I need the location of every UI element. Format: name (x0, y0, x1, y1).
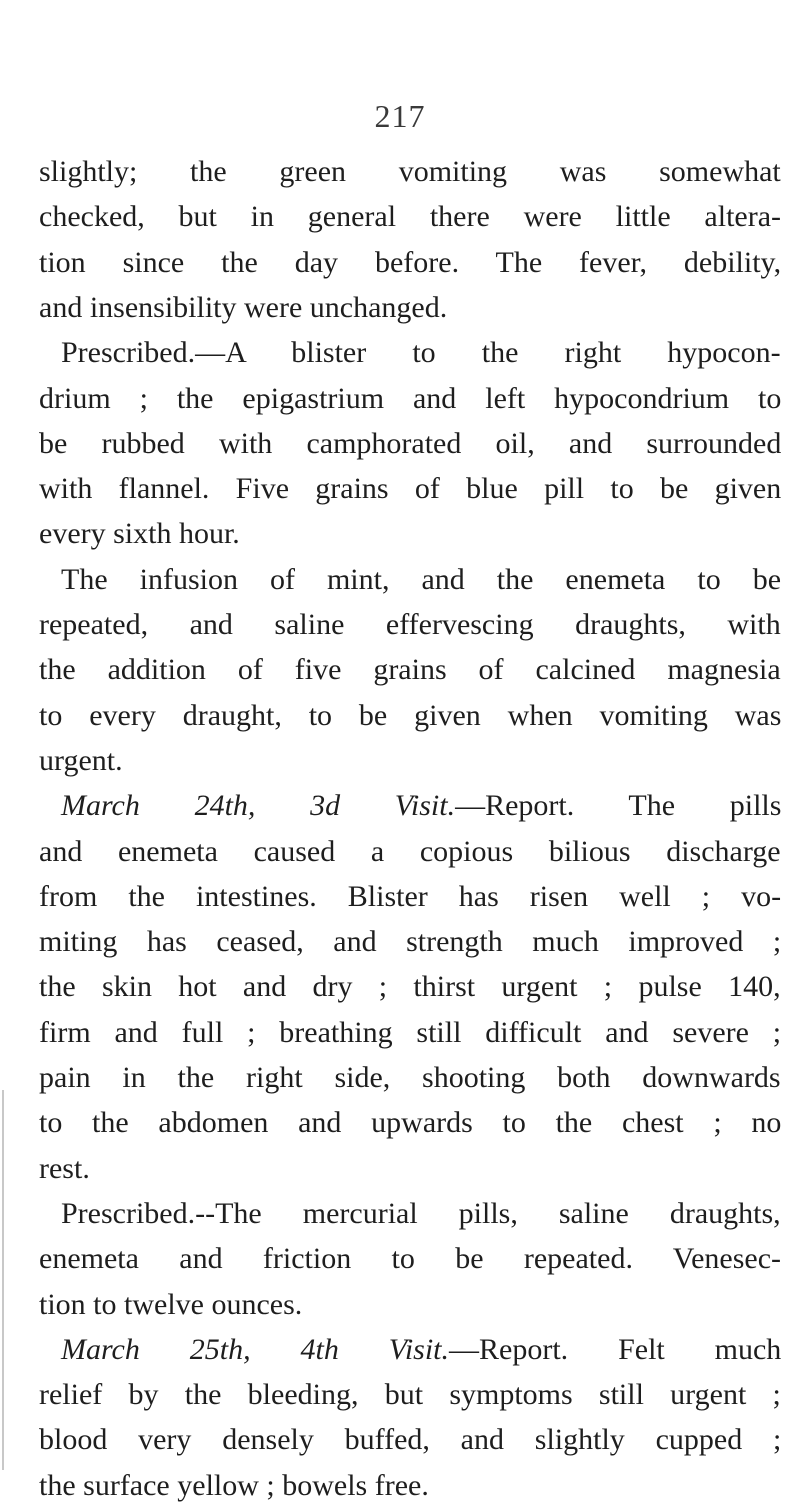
line-text: rest. (39, 1152, 90, 1185)
line-text: relief by the bleeding, but symptoms still urgent ; (39, 1378, 781, 1411)
text-line (39, 1372, 781, 1417)
line-text: to every draught, to be given when vomiting was (39, 699, 782, 732)
page-edge-shadow (2, 1090, 4, 1470)
line-text: slightly; the green vomiting was somewhat (39, 155, 781, 188)
line-text: to the abdomen and upwards to the chest ; no (39, 1106, 782, 1139)
text-line (61, 1191, 781, 1236)
line-text: blood very densely buffed, and slightly cupped ; (39, 1423, 782, 1456)
text-line (39, 1146, 90, 1191)
line-text: tion since the day before. The fever, debility, (39, 246, 782, 279)
text-line (39, 738, 123, 783)
line-text: and enemeta caused a copious bilious discharge (39, 835, 781, 868)
line-text: —Report. Felt much (449, 1333, 782, 1366)
text-line (39, 919, 781, 964)
text-line (39, 829, 781, 874)
line-text: Prescribed.—A blister to the right hypocon- (61, 336, 781, 369)
text-line (39, 421, 781, 466)
text-line (39, 1236, 781, 1281)
text-line (39, 1417, 781, 1462)
line-text: enemeta and friction to be repeated. Venesec- (39, 1242, 782, 1275)
visit-heading: March 25th, 4th Visit. (61, 1333, 450, 1366)
text-line (61, 330, 781, 375)
text-line (39, 693, 781, 738)
text-line (61, 783, 781, 828)
line-text: from the intestines. Blister has risen well ; vo- (39, 880, 782, 913)
text-line (61, 1327, 781, 1372)
text-line (39, 1282, 302, 1327)
text-line (39, 285, 447, 330)
text-line (39, 964, 781, 1009)
line-text: urgent. (39, 744, 123, 777)
text-line (39, 1010, 781, 1055)
text-line (39, 376, 781, 421)
text-line (39, 647, 781, 692)
line-text: be rubbed with camphorated oil, and surrounded (39, 427, 782, 460)
line-text: checked, but in general there were little altera- (39, 200, 782, 233)
line-text: repeated, and saline effervescing draughts, with (39, 608, 781, 641)
line-text: Prescribed.--The mercurial pills, saline draughts, (61, 1197, 781, 1230)
line-text: firm and full ; breathing still difficult and severe ; (39, 1016, 782, 1049)
text-line (39, 874, 781, 919)
text-line (39, 511, 240, 556)
line-text: The infusion of mint, and the enemeta to be (61, 563, 782, 596)
line-text: miting has ceased, and strength much improved ; (39, 925, 782, 958)
text-line (61, 557, 781, 602)
line-text: —Report. The pills (455, 789, 782, 822)
page-number: 217 (374, 98, 426, 134)
line-text: pain in the right side, shooting both downwards (39, 1061, 781, 1094)
visit-heading: March 24th, 3d Visit. (61, 789, 456, 822)
text-line (39, 194, 781, 239)
line-text: every sixth hour. (39, 517, 240, 550)
line-text: the surface yellow ; bowels free. (39, 1469, 429, 1502)
line-text: tion to twelve ounces. (39, 1288, 303, 1321)
line-text: the addition of five grains of calcined magnesia (39, 653, 781, 686)
text-line (39, 1100, 781, 1145)
line-text: and insensibility were unchanged. (39, 291, 448, 324)
text-line (39, 240, 781, 285)
text-line (39, 1463, 429, 1508)
line-text: drium ; the epigastrium and left hypocondrium to (39, 382, 782, 415)
text-line (39, 149, 781, 194)
text-line (39, 602, 781, 647)
line-text: the skin hot and dry ; thirst urgent ; pulse 140, (39, 970, 781, 1003)
text-line (39, 1055, 781, 1100)
text-line (39, 466, 781, 511)
line-text: with flannel. Five grains of blue pill to be given (39, 472, 782, 505)
